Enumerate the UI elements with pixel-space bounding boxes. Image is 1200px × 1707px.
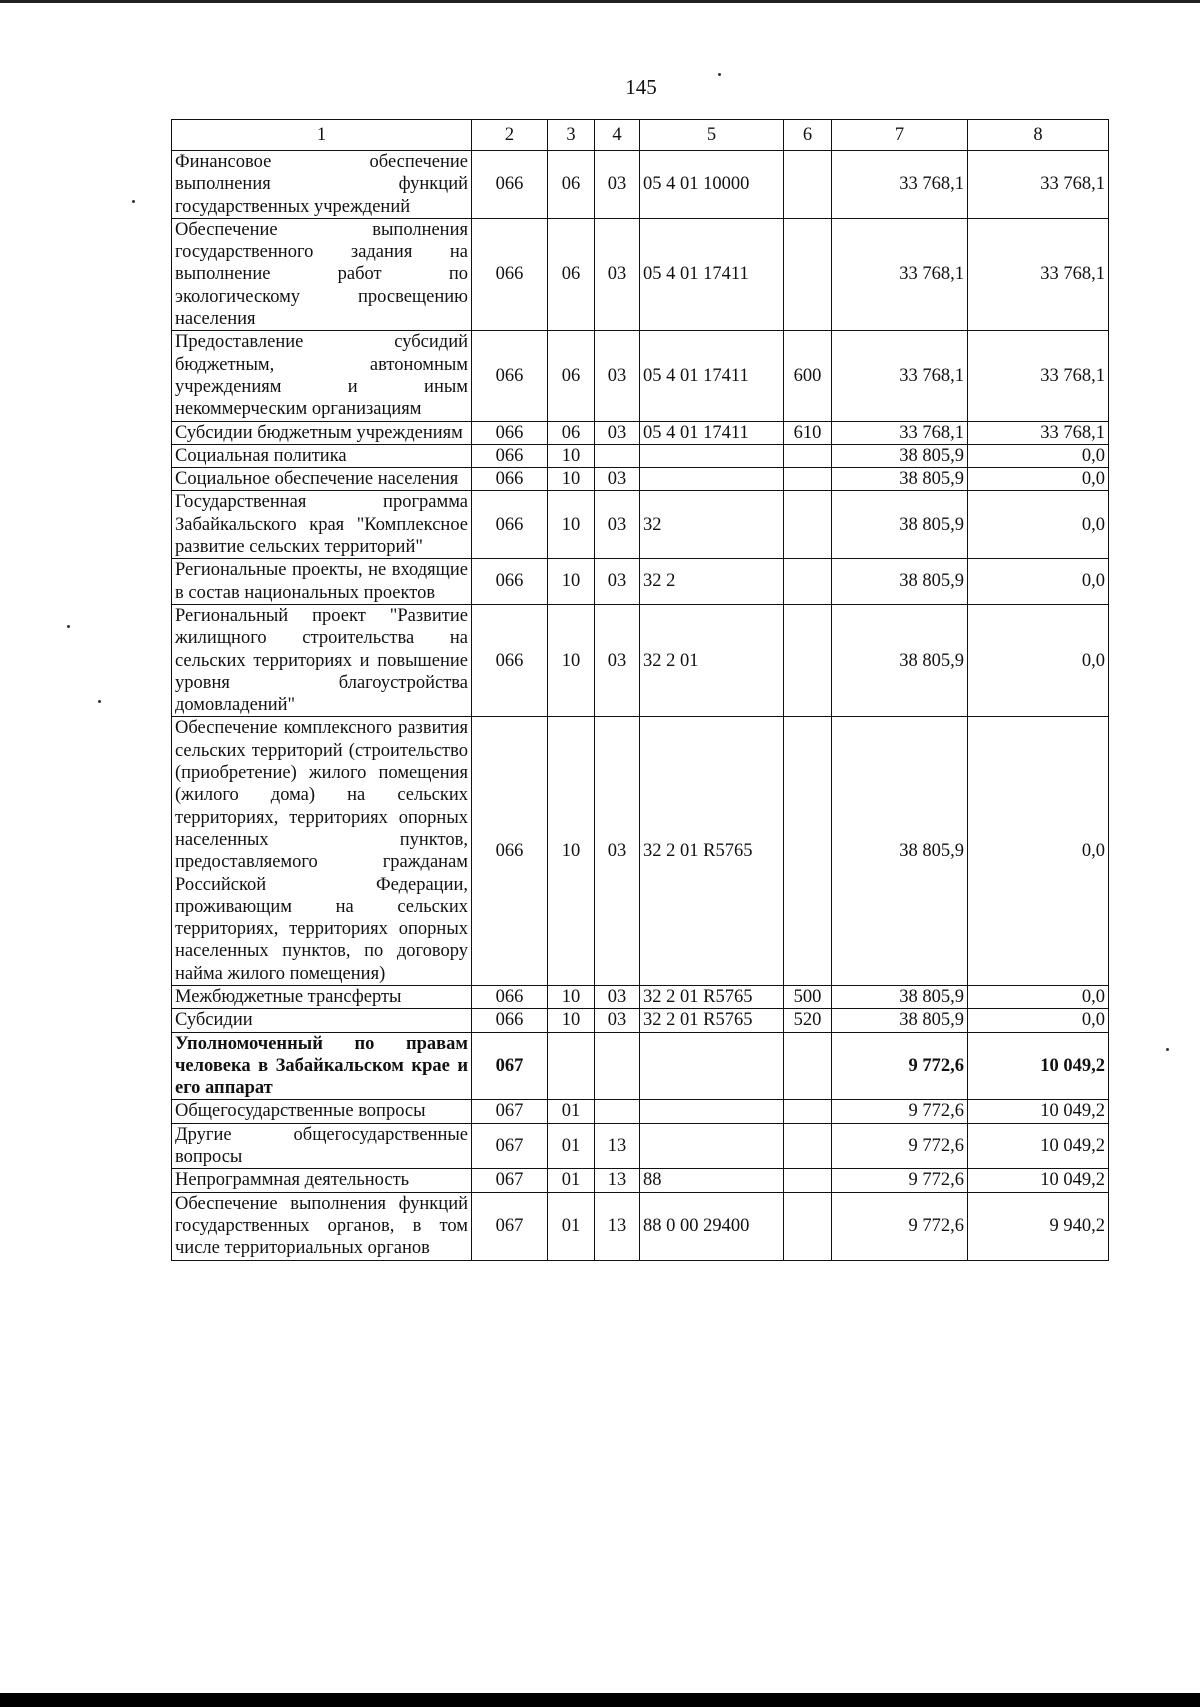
row-gr-code-cell: 066 — [472, 421, 548, 444]
row-pr-code-cell: 13 — [595, 1123, 640, 1169]
row-amount-year2-cell: 0,0 — [968, 717, 1109, 986]
row-amount-year1-cell: 38 805,9 — [832, 717, 968, 986]
row-gr-code-cell: 066 — [472, 218, 548, 330]
budget-table — [171, 119, 1109, 1261]
row-amount-year1-cell: 38 805,9 — [832, 468, 968, 491]
scan-speck — [132, 200, 135, 203]
row-pr-code-cell: 13 — [595, 1169, 640, 1192]
row-name-cell: Межбюджетные трансферты — [172, 985, 472, 1008]
row-pr-code-cell: 03 — [595, 985, 640, 1008]
row-rz-code-cell: 06 — [548, 421, 595, 444]
row-gr-code-cell: 067 — [472, 1123, 548, 1169]
row-amount-year2-cell: 10 049,2 — [968, 1032, 1109, 1100]
row-gr-code-cell: 066 — [472, 151, 548, 219]
row-cs-code-cell: 05 4 01 10000 — [640, 151, 784, 219]
row-rz-code-cell: 10 — [548, 717, 595, 986]
row-gr-code-cell: 066 — [472, 604, 548, 716]
row-rz-code-cell: 10 — [548, 444, 595, 467]
row-amount-year2-cell: 33 768,1 — [968, 218, 1109, 330]
row-gr-code-cell: 067 — [472, 1192, 548, 1260]
row-cs-code-cell: 32 — [640, 491, 784, 559]
row-amount-year2-cell: 0,0 — [968, 491, 1109, 559]
row-vr-code-cell: 520 — [784, 1009, 832, 1032]
row-name-cell: Непрограммная деятельность — [172, 1169, 472, 1192]
row-pr-code-cell: 03 — [595, 604, 640, 716]
row-amount-year1-cell: 9 772,6 — [832, 1192, 968, 1260]
row-amount-year1-cell: 38 805,9 — [832, 444, 968, 467]
row-vr-code-cell — [784, 444, 832, 467]
row-amount-year2-cell: 0,0 — [968, 468, 1109, 491]
row-rz-code-cell: 10 — [548, 1009, 595, 1032]
row-vr-code-cell: 610 — [784, 421, 832, 444]
row-rz-code-cell: 01 — [548, 1192, 595, 1260]
table-row — [172, 444, 1109, 467]
row-amount-year2-cell: 0,0 — [968, 444, 1109, 467]
row-cs-code-cell: 32 2 — [640, 559, 784, 605]
row-vr-code-cell — [784, 468, 832, 491]
row-gr-code-cell: 067 — [472, 1169, 548, 1192]
row-amount-year2-cell: 0,0 — [968, 559, 1109, 605]
table-row — [172, 559, 1109, 605]
row-vr-code-cell: 500 — [784, 985, 832, 1008]
row-amount-year2-cell: 33 768,1 — [968, 421, 1109, 444]
table-row — [172, 151, 1109, 219]
scan-speck — [718, 73, 721, 76]
row-pr-code-cell: 03 — [595, 151, 640, 219]
row-amount-year1-cell: 33 768,1 — [832, 151, 968, 219]
row-rz-code-cell: 06 — [548, 151, 595, 219]
header-cell: 5 — [640, 120, 784, 151]
row-cs-code-cell: 32 2 01 R5765 — [640, 717, 784, 986]
row-gr-code-cell: 067 — [472, 1032, 548, 1100]
row-amount-year2-cell: 10 049,2 — [968, 1100, 1109, 1123]
row-amount-year1-cell: 9 772,6 — [832, 1169, 968, 1192]
row-amount-year1-cell: 38 805,9 — [832, 559, 968, 605]
row-pr-code-cell: 03 — [595, 717, 640, 986]
row-name-cell: Обеспечение комплексного развития сельских территорий (строительство (приобретение) жилого помещения (жилого дома) на сельских территориях, территориях опорных населенных пунктов, предоставляемого гражданам Российской Федерации, проживающим на сельских территориях, территориях опорных населенных пунктов, по договору найма жилого помещения) — [172, 717, 472, 986]
row-rz-code-cell: 10 — [548, 559, 595, 605]
table-header-row — [172, 120, 1109, 151]
row-cs-code-cell — [640, 1032, 784, 1100]
row-gr-code-cell: 066 — [472, 468, 548, 491]
scan-speck — [98, 700, 101, 703]
row-amount-year1-cell: 38 805,9 — [832, 1009, 968, 1032]
row-name-cell: Социальное обеспечение населения — [172, 468, 472, 491]
row-amount-year1-cell: 38 805,9 — [832, 604, 968, 716]
row-pr-code-cell: 03 — [595, 421, 640, 444]
row-vr-code-cell — [784, 491, 832, 559]
row-amount-year1-cell: 9 772,6 — [832, 1123, 968, 1169]
row-cs-code-cell: 05 4 01 17411 — [640, 331, 784, 421]
row-amount-year2-cell: 33 768,1 — [968, 331, 1109, 421]
row-amount-year2-cell: 9 940,2 — [968, 1192, 1109, 1260]
row-name-cell: Общегосударственные вопросы — [172, 1100, 472, 1123]
row-amount-year1-cell: 33 768,1 — [832, 331, 968, 421]
table-row — [172, 1123, 1109, 1169]
header-cell: 4 — [595, 120, 640, 151]
row-gr-code-cell: 066 — [472, 985, 548, 1008]
table-row — [172, 218, 1109, 330]
row-cs-code-cell — [640, 444, 784, 467]
row-cs-code-cell: 32 2 01 R5765 — [640, 1009, 784, 1032]
row-pr-code-cell: 03 — [595, 1009, 640, 1032]
row-pr-code-cell: 03 — [595, 468, 640, 491]
row-cs-code-cell: 88 — [640, 1169, 784, 1192]
table-row — [172, 1169, 1109, 1192]
row-name-cell: Предоставление субсидий бюджетным, автономным учреждениям и иным некоммерческим организациям — [172, 331, 472, 421]
row-pr-code-cell — [595, 444, 640, 467]
row-pr-code-cell — [595, 1032, 640, 1100]
row-pr-code-cell: 03 — [595, 491, 640, 559]
row-name-cell: Субсидии — [172, 1009, 472, 1032]
row-cs-code-cell — [640, 468, 784, 491]
row-name-cell: Обеспечение выполнения функций государственных органов, в том числе территориальных органов — [172, 1192, 472, 1260]
row-cs-code-cell: 32 2 01 R5765 — [640, 985, 784, 1008]
row-gr-code-cell: 066 — [472, 1009, 548, 1032]
row-pr-code-cell: 13 — [595, 1192, 640, 1260]
row-vr-code-cell — [784, 1192, 832, 1260]
table-row — [172, 1032, 1109, 1100]
row-amount-year1-cell: 33 768,1 — [832, 218, 968, 330]
row-amount-year1-cell: 9 772,6 — [832, 1100, 968, 1123]
row-name-cell: Другие общегосударственные вопросы — [172, 1123, 472, 1169]
row-name-cell: Уполномоченный по правам человека в Забайкальском крае и его аппарат — [172, 1032, 472, 1100]
header-cell: 2 — [472, 120, 548, 151]
table-body — [172, 151, 1109, 1261]
row-pr-code-cell: 03 — [595, 559, 640, 605]
row-vr-code-cell — [784, 151, 832, 219]
row-rz-code-cell: 06 — [548, 218, 595, 330]
header-cell: 3 — [548, 120, 595, 151]
table-row — [172, 468, 1109, 491]
row-name-cell: Региональный проект "Развитие жилищного строительства на сельских территориях и повышение уровня благоустройства домовладений" — [172, 604, 472, 716]
scan-speck — [67, 625, 70, 628]
row-amount-year1-cell: 9 772,6 — [832, 1032, 968, 1100]
row-vr-code-cell — [784, 717, 832, 986]
row-amount-year2-cell: 0,0 — [968, 604, 1109, 716]
row-cs-code-cell: 88 0 00 29400 — [640, 1192, 784, 1260]
row-vr-code-cell: 600 — [784, 331, 832, 421]
row-gr-code-cell: 067 — [472, 1100, 548, 1123]
row-amount-year1-cell: 33 768,1 — [832, 421, 968, 444]
header-cell: 7 — [832, 120, 968, 151]
row-gr-code-cell: 066 — [472, 331, 548, 421]
table-row — [172, 421, 1109, 444]
row-vr-code-cell — [784, 1169, 832, 1192]
row-pr-code-cell: 03 — [595, 218, 640, 330]
row-amount-year2-cell: 33 768,1 — [968, 151, 1109, 219]
row-vr-code-cell — [784, 1123, 832, 1169]
row-cs-code-cell: 32 2 01 — [640, 604, 784, 716]
row-vr-code-cell — [784, 1100, 832, 1123]
table-row — [172, 985, 1109, 1008]
row-amount-year2-cell: 0,0 — [968, 1009, 1109, 1032]
row-vr-code-cell — [784, 218, 832, 330]
row-rz-code-cell: 01 — [548, 1169, 595, 1192]
row-gr-code-cell: 066 — [472, 559, 548, 605]
scan-speck — [1166, 1048, 1169, 1051]
table-row — [172, 1100, 1109, 1123]
row-gr-code-cell: 066 — [472, 444, 548, 467]
row-rz-code-cell: 01 — [548, 1100, 595, 1123]
row-rz-code-cell: 01 — [548, 1123, 595, 1169]
row-pr-code-cell: 03 — [595, 331, 640, 421]
table-row — [172, 717, 1109, 986]
row-vr-code-cell — [784, 604, 832, 716]
header-cell: 6 — [784, 120, 832, 151]
page-number: 145 — [625, 75, 657, 99]
row-cs-code-cell: 05 4 01 17411 — [640, 218, 784, 330]
row-rz-code-cell: 10 — [548, 985, 595, 1008]
row-name-cell: Региональные проекты, не входящие в состав национальных проектов — [172, 559, 472, 605]
table-row — [172, 331, 1109, 421]
row-gr-code-cell: 066 — [472, 491, 548, 559]
row-rz-code-cell: 10 — [548, 468, 595, 491]
row-rz-code-cell: 06 — [548, 331, 595, 421]
row-amount-year2-cell: 0,0 — [968, 985, 1109, 1008]
row-vr-code-cell — [784, 1032, 832, 1100]
row-pr-code-cell — [595, 1100, 640, 1123]
row-name-cell: Государственная программа Забайкальского края "Комплексное развитие сельских территорий" — [172, 491, 472, 559]
row-name-cell: Социальная политика — [172, 444, 472, 467]
row-rz-code-cell: 10 — [548, 491, 595, 559]
table-row — [172, 491, 1109, 559]
row-rz-code-cell — [548, 1032, 595, 1100]
table-row — [172, 1192, 1109, 1260]
row-name-cell: Обеспечение выполнения государственного задания на выполнение работ по экологическому просвещению населения — [172, 218, 472, 330]
row-cs-code-cell — [640, 1100, 784, 1123]
row-amount-year1-cell: 38 805,9 — [832, 491, 968, 559]
row-cs-code-cell: 05 4 01 17411 — [640, 421, 784, 444]
row-amount-year2-cell: 10 049,2 — [968, 1123, 1109, 1169]
table-row — [172, 604, 1109, 716]
header-cell: 8 — [968, 120, 1109, 151]
row-rz-code-cell: 10 — [548, 604, 595, 716]
row-gr-code-cell: 066 — [472, 717, 548, 986]
row-amount-year1-cell: 38 805,9 — [832, 985, 968, 1008]
row-vr-code-cell — [784, 559, 832, 605]
table-row — [172, 1009, 1109, 1032]
row-cs-code-cell — [640, 1123, 784, 1169]
row-amount-year2-cell: 10 049,2 — [968, 1169, 1109, 1192]
header-cell: 1 — [172, 120, 472, 151]
row-name-cell: Финансовое обеспечение выполнения функций государственных учреждений — [172, 151, 472, 219]
row-name-cell: Субсидии бюджетным учреждениям — [172, 421, 472, 444]
